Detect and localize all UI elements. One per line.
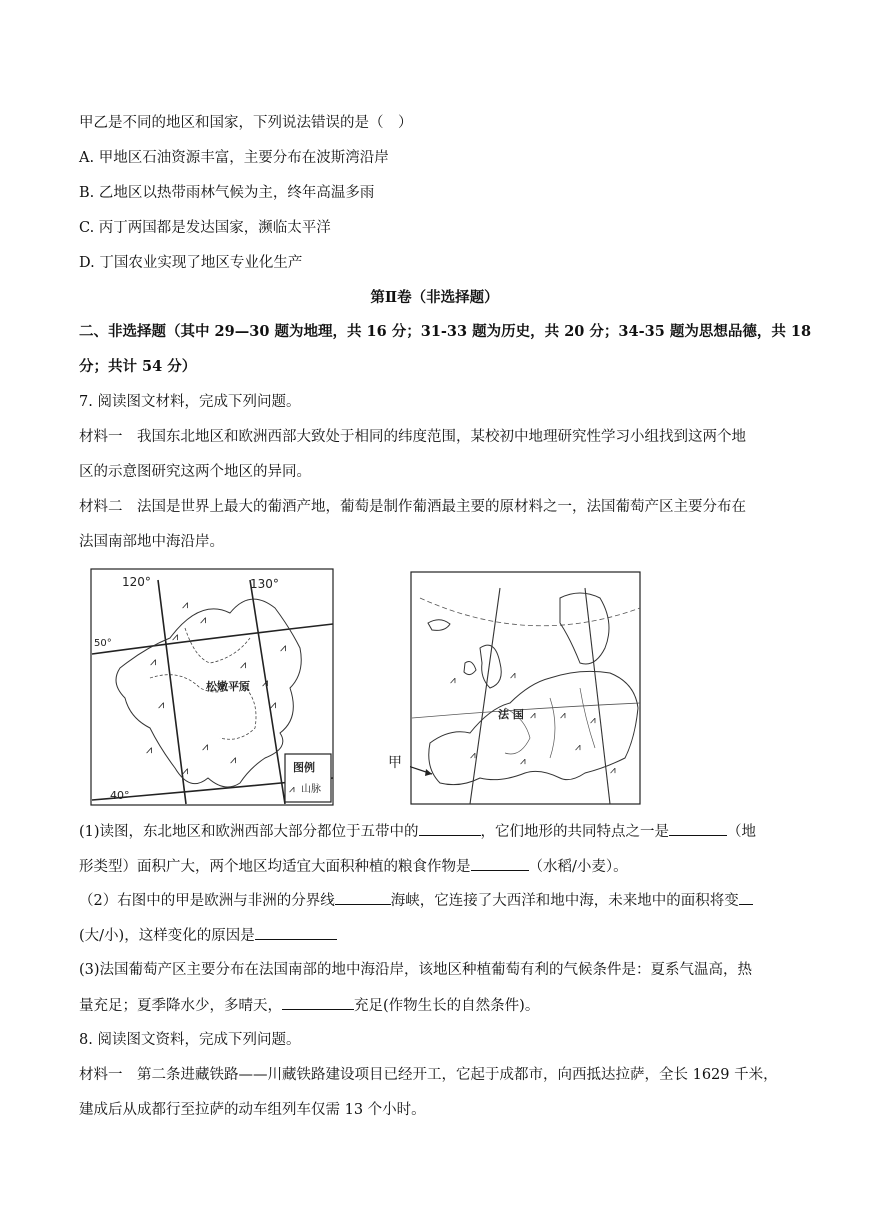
q7-part1-line2-text-a: 形类型）面积广大，两个地区均适宜大面积种植的粮食作物是 <box>79 859 471 875</box>
svg-text:⩘: ⩘ <box>230 753 237 766</box>
q7-material2-line2: 法国南部地中海沿岸。 <box>79 534 224 550</box>
q7-part3-text-a: 量充足；夏季降水少，多晴天， <box>79 998 282 1014</box>
western-europe-map <box>410 568 642 808</box>
question-6-stem: 甲乙是不同的地区和国家，下列说法错误的是（ ） <box>79 115 413 131</box>
svg-text:⩘: ⩘ <box>200 613 207 626</box>
section-title: 第Ⅱ卷（非选择题） <box>370 289 499 306</box>
svg-text:⩘: ⩘ <box>530 710 536 721</box>
svg-text:⩘: ⩘ <box>182 598 189 611</box>
lat-50-label: 50° <box>94 638 112 649</box>
svg-text:⩘: ⩘ <box>520 756 526 767</box>
q7-part1-line2-text-b: （水稻/小麦）。 <box>528 859 628 875</box>
q8-material1-line1: 材料一 第二条进藏铁路——川藏铁路建设项目已经开工，它起于成都市，向西抵达拉萨，全长 1629 千米， <box>79 1067 778 1083</box>
question-8-stem: 8. 阅读图文资料，完成下列问题。 <box>79 1032 301 1048</box>
q7-part3-line1: (3)法国葡萄产区主要分布在法国南部的地中海沿岸，该地区种植葡萄有利的气候条件是：夏系气温高，热 <box>79 962 753 978</box>
svg-text:⩘: ⩘ <box>510 670 516 681</box>
q7-part2-text-b: 海峡，它连接了大西洋和地中海，未来地中的面积将变 <box>390 893 739 909</box>
svg-text:⩘: ⩘ <box>270 698 277 711</box>
q8-material1-line2: 建成后从成都行至拉萨的动车组列车仅需 13 个小时。 <box>79 1102 426 1118</box>
svg-text:⩘: ⩘ <box>470 750 476 761</box>
answer-blank-reason[interactable] <box>255 925 337 940</box>
q7-part2-line2-text: (大/小)，这样变化的原因是 <box>79 928 255 944</box>
q7-material1-line2: 区的示意图研究这两个地区的异同。 <box>79 464 311 480</box>
q7-part2-line2 <box>79 925 337 946</box>
answer-blank-strait[interactable] <box>335 890 391 905</box>
answer-blank-size[interactable] <box>739 890 753 905</box>
legend-title: 图例 <box>293 761 315 774</box>
answer-blank-zone[interactable] <box>419 821 481 836</box>
svg-text:⩘: ⩘ <box>146 743 153 756</box>
legend-mountain-label: 山脉 <box>301 784 321 795</box>
strait-jia-label: 甲 <box>388 755 402 771</box>
answer-blank-sunlight[interactable] <box>282 995 354 1010</box>
svg-text:⩘: ⩘ <box>240 658 247 671</box>
option-d: D. 丁国农业实现了地区专业化生产 <box>79 255 303 271</box>
question-7-stem: 7. 阅读图文材料，完成下列问题。 <box>79 394 301 410</box>
q7-part1-text-a: (1)读图，东北地区和欧洲西部大部分都位于五带中的 <box>79 824 419 840</box>
lon-120-label: 120° <box>122 575 151 589</box>
svg-text:⩘: ⩘ <box>202 740 209 753</box>
answer-blank-landform[interactable] <box>669 821 727 836</box>
france-label: 法 国 <box>498 708 524 721</box>
q7-part3-line2 <box>79 995 539 1016</box>
svg-text:⩘: ⩘ <box>560 710 566 721</box>
q7-part1-line2 <box>79 856 628 877</box>
q7-part2-line1 <box>79 890 753 911</box>
svg-text:⩘: ⩘ <box>182 764 189 777</box>
songnen-plain-label: 松嫩平原 <box>206 680 250 693</box>
svg-text:⩘: ⩘ <box>280 641 287 654</box>
svg-text:⩘: ⩘ <box>450 675 456 686</box>
lat-40-label: 40° <box>110 789 130 802</box>
q7-part2-text-a: （2）右图中的甲是欧洲与非洲的分界线 <box>79 893 335 909</box>
svg-text:⩘: ⩘ <box>575 742 581 753</box>
northeast-china-map <box>90 568 335 808</box>
svg-text:⩘: ⩘ <box>610 765 616 776</box>
q7-part1-line1 <box>79 821 756 842</box>
section-intro-line1: 二、非选择题（其中 29—30 题为地理，共 16 分；31-33 题为历史，共 20 分；34-35 题为思想品德，共 18 <box>79 323 812 340</box>
q7-part3-text-b: 充足(作物生长的自然条件)。 <box>354 998 540 1014</box>
q7-part1-text-c: （地 <box>727 824 757 840</box>
svg-text:⩘: ⩘ <box>150 655 157 668</box>
svg-text:⩘: ⩘ <box>158 698 165 711</box>
q7-material1-line1: 材料一 我国东北地区和欧洲西部大致处于相同的纬度范围，某校初中地理研究性学习小组找到这两个地 <box>79 429 746 445</box>
svg-text:⩘: ⩘ <box>590 715 596 726</box>
q7-part1-text-b: ，它们地形的共同特点之一是 <box>480 824 670 840</box>
option-a: A. 甲地区石油资源丰富，主要分布在波斯湾沿岸 <box>79 150 389 166</box>
option-c: C. 丙丁两国都是发达国家，濒临太平洋 <box>79 220 331 236</box>
svg-text:⩘: ⩘ <box>172 630 179 643</box>
option-b: B. 乙地区以热带雨林气候为主，终年高温多雨 <box>79 185 375 201</box>
q7-material2-line1: 材料二 法国是世界上最大的葡酒产地，葡萄是制作葡酒最主要的原材料之一，法国葡萄产区主要分布在 <box>79 499 746 515</box>
answer-blank-crop[interactable] <box>471 856 529 871</box>
svg-text:⩘: ⩘ <box>262 676 269 689</box>
svg-text:⩘: ⩘ <box>289 784 295 795</box>
lon-130-label: 130° <box>250 577 279 591</box>
section-intro-line2: 分；共计 54 分） <box>79 358 197 375</box>
